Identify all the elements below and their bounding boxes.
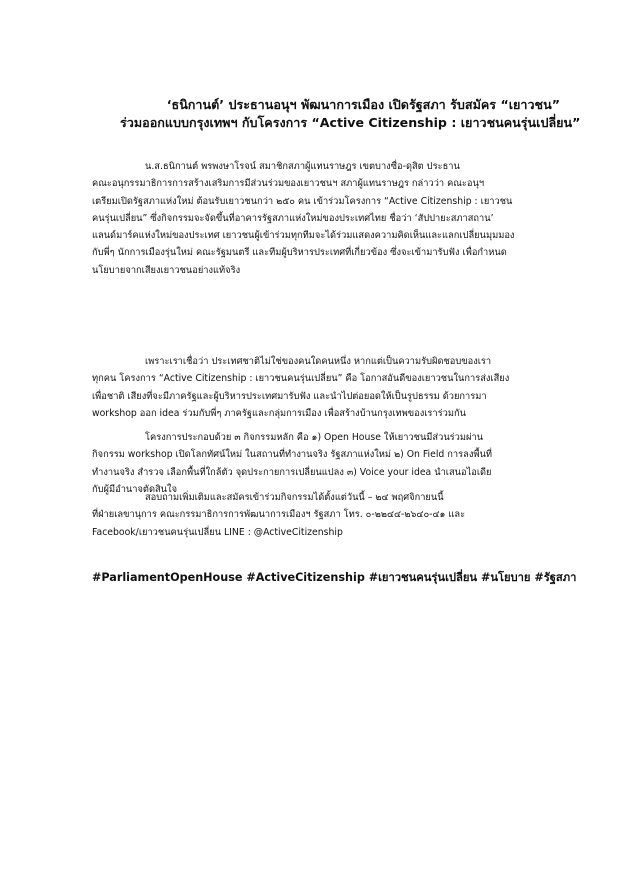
paragraph-line: นโยบายจากเสียงเยาวชนอย่างแท้จริง <box>92 264 241 276</box>
paragraph-line: คณะอนุกรรมาธิการการสร้างเสริมการมีส่วนร่วมของเยาวชนฯ สภาผู้แทนราษฎร กล่าวว่า คณะอนุฯ <box>92 178 485 190</box>
paragraph-belief <box>92 353 544 422</box>
press-release-title <box>120 96 581 132</box>
paragraph-line: Facebook/เยาวชนคนรุ่นเปลี่ยน LINE : @ActiveCitizenship <box>92 526 343 538</box>
paragraph-line: สอบถามเพิ่มเติมและสมัครเข้าร่วมกิจกรรมได้ตั้งแต่วันนี้ – ๒๔ พฤศจิกายนนี้ <box>145 492 444 503</box>
paragraph-line: กับพี่ๆ นักการเมืองรุ่นใหม่ คณะรัฐมนตรี และทีมผู้บริหารประเทศที่เกี่ยวข้อง ซึ่งจะเข้ามารับฟัง เพื่อกำหนด <box>92 247 507 259</box>
paragraph-line: โครงการประกอบด้วย ๓ กิจกรรมหลัก คือ ๑) Open House ให้เยาวชนมีส่วนร่วมผ่าน <box>145 432 484 443</box>
paragraph-intro <box>92 158 544 279</box>
paragraph-line: ที่ฝ่ายเลขานุการ คณะกรรมาธิการการพัฒนาการเมืองฯ รัฐสภา โทร. ๐-๒๒๔๔-๒๖๔๐-๔๑ และ <box>92 509 466 521</box>
title-line-1: ‘ธนิกานต์’ ประธานอนุฯ พัฒนาการเมือง เปิดรัฐสภา รับสมัคร “เยาวชน” <box>166 97 560 112</box>
paragraph-activities <box>92 429 544 498</box>
hashtags-line: #ParliamentOpenHouse #ActiveCitizenship #เยาวชนคนรุ่นเปลี่ยน #นโยบาย #รัฐสภา <box>92 571 577 584</box>
paragraph-line: เตรียมเปิดรัฐสภาแห่งใหม่ ต้อนรับเยาวชนกว่า ๒๕๐ คน เข้าร่วมโครงการ “Active Citizenship : เยาวชน <box>92 195 513 207</box>
paragraph-line: แลนด์มาร์คแห่งใหม่ของประเทศ เยาวชนผู้เข้าร่วมทุกทีมจะได้ร่วมแสดงความคิดเห็นและแลกเปลี่ยนมุมมอง <box>92 230 515 242</box>
paragraph-line: น.ส.ธนิกานต์ พรพงษาโรจน์ สมาชิกสภาผู้แทนราษฎร เขตบางซื่อ-ดุสิต ประธาน <box>145 161 460 172</box>
paragraph-line: เพื่อชาติ เสียงที่จะมีภาครัฐและผู้บริหารประเทศมารับฟัง และนำไปต่อยอดให้เป็นรูปธรรม ด้วยการมา <box>92 390 487 402</box>
paragraph-line: ทุกคน โครงการ “Active Citizenship : เยาวชนคนรุ่นเปลี่ยน” คือ โอกาสอันดีของเยาวชนในการส่งเสียง <box>92 373 510 385</box>
paragraph-line: กิจกรรม workshop เปิดโลกทัศน์ใหม่ ในสถานที่ทำงานจริง รัฐสภาแห่งใหม่ ๒) On Field การลงพื้นที่ <box>92 449 492 461</box>
title-line-2: ร่วมออกแบบกรุงเทพฯ กับโครงการ “Active Citizenship : เยาวชนคนรุ่นเปลี่ยน” <box>120 115 581 130</box>
paragraph-line: ทำงานจริง สำรวจ เลือกพื้นที่ใกล้ตัว จุดประกายการเปลี่ยนแปลง ๓) Voice your idea นำเสนอไอเดีย <box>92 466 492 478</box>
paragraph-contact <box>92 489 544 541</box>
paragraph-line: workshop ออก idea ร่วมกับพี่ๆ ภาครัฐและกลุ่มการเมือง เพื่อสร้างบ้านกรุงเทพของเราร่วมกัน <box>92 407 466 419</box>
paragraph-line: คนรุ่นเปลี่ยน” ซึ่งกิจกรรมจะจัดขึ้นที่อาคารรัฐสภาแห่งใหม่ของประเทศไทย ชื่อว่า ‘สัปปายะสภาสถาน’ <box>92 212 494 224</box>
paragraph-line: กับผู้มีอำนาจตัดสินใจ <box>92 483 178 495</box>
paragraph-line: เพราะเราเชื่อว่า ประเทศชาติไม่ใช่ของคนใดคนหนึ่ง หากแต่เป็นความรับผิดชอบของเรา <box>145 356 492 367</box>
